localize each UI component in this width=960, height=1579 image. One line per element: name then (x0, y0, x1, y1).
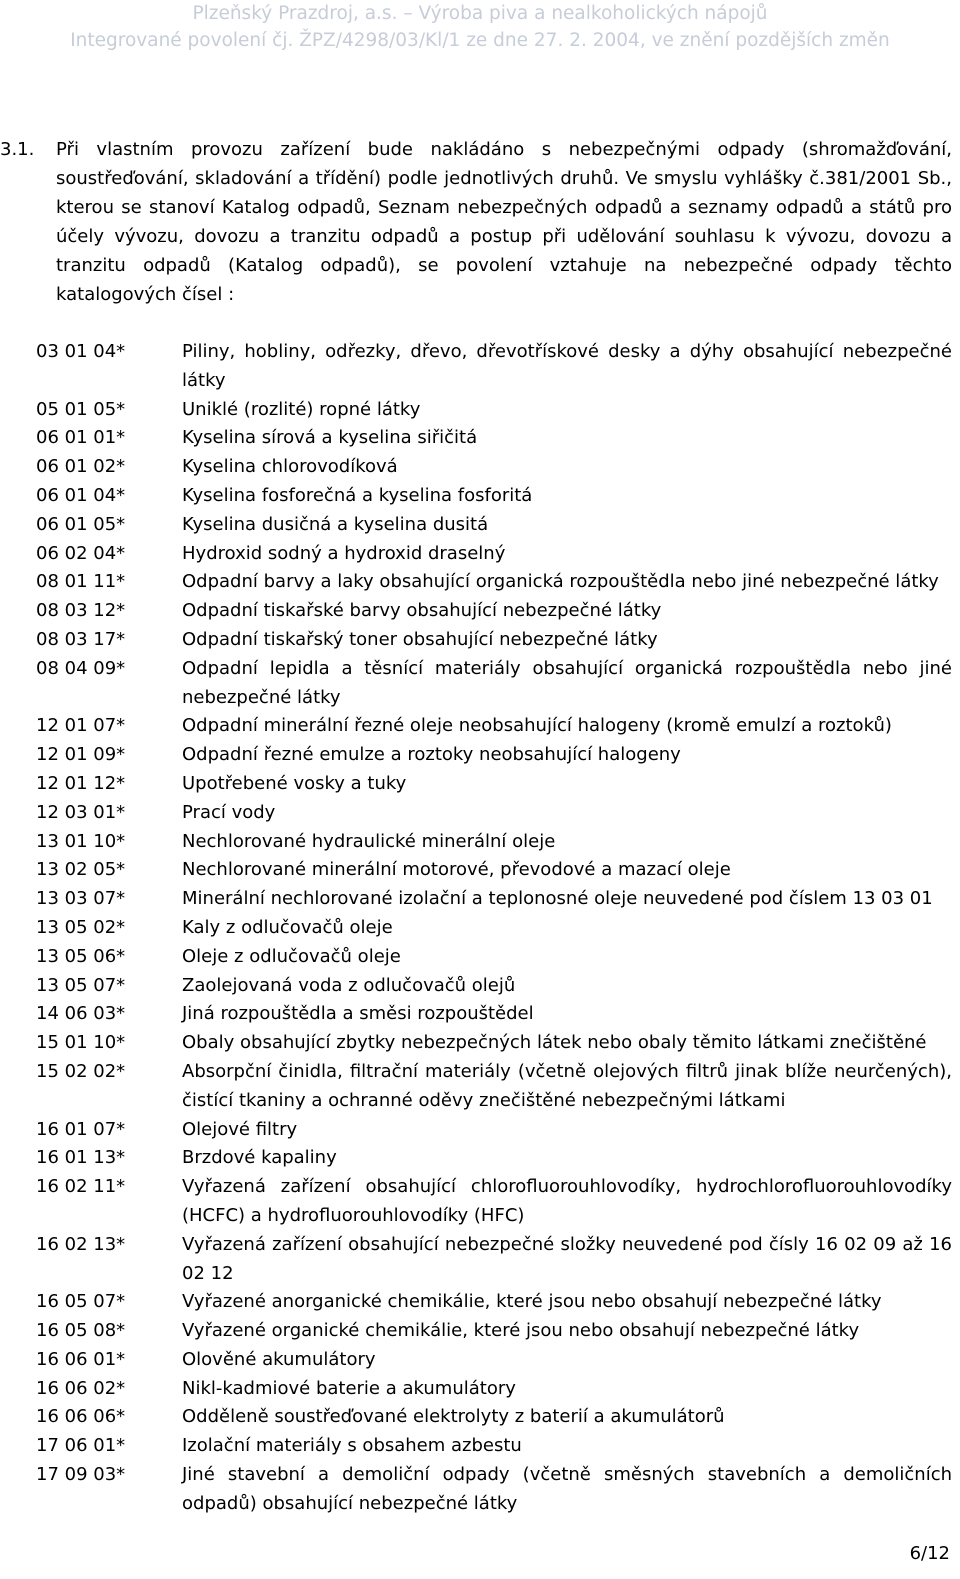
waste-code: 16 05 08* (36, 1320, 126, 1342)
waste-description: Brzdové kapaliny (182, 1147, 337, 1169)
waste-description: Odpadní tiskařský toner obsahující nebezpečné látky (182, 628, 658, 650)
section-paragraph: Při vlastním provozu zařízení bude nakládáno s nebezpečnými odpady (shromažďování, soustřeďování, skladování a třídění) podle jednotlivých druhů. Ve smyslu vyhlášky č.381/2001 Sb., kterou se stanoví Katalog odpadů, Seznam nebezpečných odpadů a seznamy odpadů a států pro účely vývozu, dovozu a tranzitu odpadů a postup při udělování souhlasu k vývozu, dovozu a tranzitu odpadů (Katalog odpadů), se povolení vztahuje na nebezpečné odpady těchto katalogových čísel : (56, 139, 952, 305)
list-item (36, 1461, 952, 1519)
waste-description: Kyselina sírová a kyselina siřičitá (182, 427, 478, 449)
list-item (36, 943, 952, 972)
list-item (36, 1029, 952, 1058)
waste-code: 16 01 07* (36, 1118, 126, 1140)
waste-code: 12 01 09* (36, 744, 126, 766)
page-number: 6/12 (909, 1543, 950, 1564)
waste-code: 13 02 05* (36, 859, 126, 881)
list-item (36, 741, 952, 770)
waste-description: Jiné stavební a demoliční odpady (včetně směsných stavebních a demoličních odpadů) obsahující nebezpečné látky (182, 1464, 952, 1514)
waste-description: Zaolejovaná voda z odlučovačů olejů (182, 974, 516, 996)
waste-code: 08 04 09* (36, 657, 126, 679)
list-item (36, 338, 952, 396)
page-header (0, 0, 960, 54)
waste-description: Olověné akumulátory (182, 1348, 376, 1370)
list-item (36, 1346, 952, 1375)
waste-code: 08 03 12* (36, 600, 126, 622)
list-item (36, 626, 952, 655)
waste-code: 06 01 05* (36, 513, 126, 535)
list-item (36, 1375, 952, 1404)
waste-description: Kyselina fosforečná a kyselina fosforitá (182, 484, 533, 506)
waste-code: 16 05 07* (36, 1291, 126, 1313)
waste-description: Odděleně soustřeďované elektrolyty z baterií a akumulátorů (182, 1406, 725, 1428)
waste-description: Hydroxid sodný a hydroxid draselný (182, 542, 506, 564)
waste-code: 12 01 07* (36, 715, 126, 737)
waste-code: 13 05 02* (36, 916, 126, 938)
waste-code: 15 01 10* (36, 1032, 126, 1054)
list-item (36, 540, 952, 569)
list-item (36, 396, 952, 425)
list-item (36, 597, 952, 626)
waste-description: Jiná rozpouštědla a směsi rozpouštědel (182, 1003, 534, 1025)
list-item (36, 1058, 952, 1116)
waste-description: Kaly z odlučovačů oleje (182, 916, 393, 938)
list-item (36, 914, 952, 943)
waste-code: 06 01 01* (36, 427, 126, 449)
list-item (36, 1432, 952, 1461)
list-item (36, 424, 952, 453)
waste-code: 08 03 17* (36, 628, 126, 650)
waste-code: 06 01 04* (36, 484, 126, 506)
list-item (36, 856, 952, 885)
waste-code: 17 09 03* (36, 1464, 126, 1486)
section-number: 3.1. (0, 139, 35, 160)
waste-description: Vyřazené organické chemikálie, které jsou nebo obsahují nebezpečné látky (182, 1320, 860, 1342)
list-item (36, 453, 952, 482)
waste-description: Odpadní tiskařské barvy obsahující nebezpečné látky (182, 600, 662, 622)
waste-code: 06 01 02* (36, 456, 126, 478)
waste-description: Vyřazené anorganické chemikálie, které jsou nebo obsahují nebezpečné látky (182, 1291, 882, 1313)
list-item (36, 1144, 952, 1173)
list-item (36, 712, 952, 741)
waste-code: 12 01 12* (36, 772, 126, 794)
waste-description: Vyřazená zařízení obsahující nebezpečné složky neuvedené pod čísly 16 02 09 až 16 02 12 (182, 1233, 952, 1284)
list-item (36, 511, 952, 540)
waste-code: 13 05 07* (36, 974, 126, 996)
waste-description: Oleje z odlučovačů oleje (182, 945, 401, 967)
waste-description: Obaly obsahující zbytky nebezpečných látek nebo obaly těmito látkami znečištěné (182, 1032, 927, 1054)
waste-description: Olejové filtry (182, 1118, 298, 1140)
list-item (36, 568, 952, 597)
waste-description: Piliny, hobliny, odřezky, dřevo, dřevotřískové desky a dýhy obsahující nebezpečné látky (182, 341, 952, 391)
waste-description: Odpadní lepidla a těsnící materiály obsahující organická rozpouštědla nebo jiné nebezpečné látky (182, 657, 952, 708)
waste-description: Nechlorované hydraulické minerální oleje (182, 830, 556, 852)
waste-code: 13 03 07* (36, 888, 126, 910)
waste-code: 16 01 13* (36, 1147, 126, 1169)
waste-code: 16 02 13* (36, 1233, 126, 1255)
waste-description: Absorpční činidla, filtrační materiály (včetně olejových filtrů jinak blíže neurčených), čistící tkaniny a ochranné oděvy znečištěné nebezpečnými látkami (182, 1060, 952, 1111)
list-item (36, 482, 952, 511)
waste-code: 14 06 03* (36, 1003, 126, 1025)
list-item (36, 1116, 952, 1145)
list-item (36, 770, 952, 799)
waste-code: 05 01 05* (36, 398, 126, 420)
list-item (36, 799, 952, 828)
waste-catalog-list (36, 338, 952, 1519)
waste-description: Prací vody (182, 801, 276, 823)
waste-description: Odpadní barvy a laky obsahující organická rozpouštědla nebo jiné nebezpečné látky (182, 571, 939, 593)
waste-code: 06 02 04* (36, 542, 126, 564)
list-item (36, 828, 952, 857)
waste-code: 13 01 10* (36, 830, 126, 852)
header-company-line: Plzeňský Prazdroj, a.s. – Výroba piva a nealkoholických nápojů (192, 3, 768, 24)
list-item (36, 1000, 952, 1029)
waste-code: 16 06 01* (36, 1348, 126, 1370)
list-item (36, 885, 952, 914)
waste-code: 12 03 01* (36, 801, 126, 823)
waste-code: 16 02 11* (36, 1176, 126, 1198)
waste-code: 16 06 06* (36, 1406, 126, 1428)
list-item (36, 1317, 952, 1346)
header-permit-line: Integrované povolení čj. ŽPZ/4298/03/Kl/1 ze dne 27. 2. 2004, ve znění pozdějších změn (70, 30, 890, 51)
waste-code: 08 01 11* (36, 571, 126, 593)
waste-description: Upotřebené vosky a tuky (182, 772, 407, 794)
waste-description: Nechlorované minerální motorové, převodové a mazací oleje (182, 859, 731, 881)
waste-code: 13 05 06* (36, 945, 126, 967)
waste-description: Uniklé (rozlité) ropné látky (182, 398, 421, 420)
waste-description: Minerální nechlorované izolační a teplonosné oleje neuvedené pod číslem 13 03 01 (182, 888, 933, 910)
waste-description: Vyřazená zařízení obsahující chlorofluorouhlovodíky, hydrochlorofluorouhlovodíky (HCFC) a hydrofluorouhlovodíky (HFC) (182, 1176, 952, 1226)
waste-description: Kyselina chlorovodíková (182, 456, 398, 478)
list-item (36, 972, 952, 1001)
waste-code: 16 06 02* (36, 1377, 126, 1399)
waste-code: 03 01 04* (36, 341, 126, 362)
waste-description: Nikl-kadmiové baterie a akumulátory (182, 1377, 516, 1399)
list-item (36, 1173, 952, 1231)
waste-code: 17 06 01* (36, 1435, 126, 1457)
waste-description: Izolační materiály s obsahem azbestu (182, 1435, 522, 1457)
list-item (36, 655, 952, 713)
waste-description: Kyselina dusičná a kyselina dusitá (182, 513, 489, 535)
waste-code: 15 02 02* (36, 1060, 126, 1082)
waste-description: Odpadní řezné emulze a roztoky neobsahující halogeny (182, 744, 681, 766)
list-item (36, 1288, 952, 1317)
list-item (36, 1403, 952, 1432)
waste-description: Odpadní minerální řezné oleje neobsahující halogeny (kromě emulzí a roztoků) (182, 715, 892, 737)
list-item (36, 1231, 952, 1289)
